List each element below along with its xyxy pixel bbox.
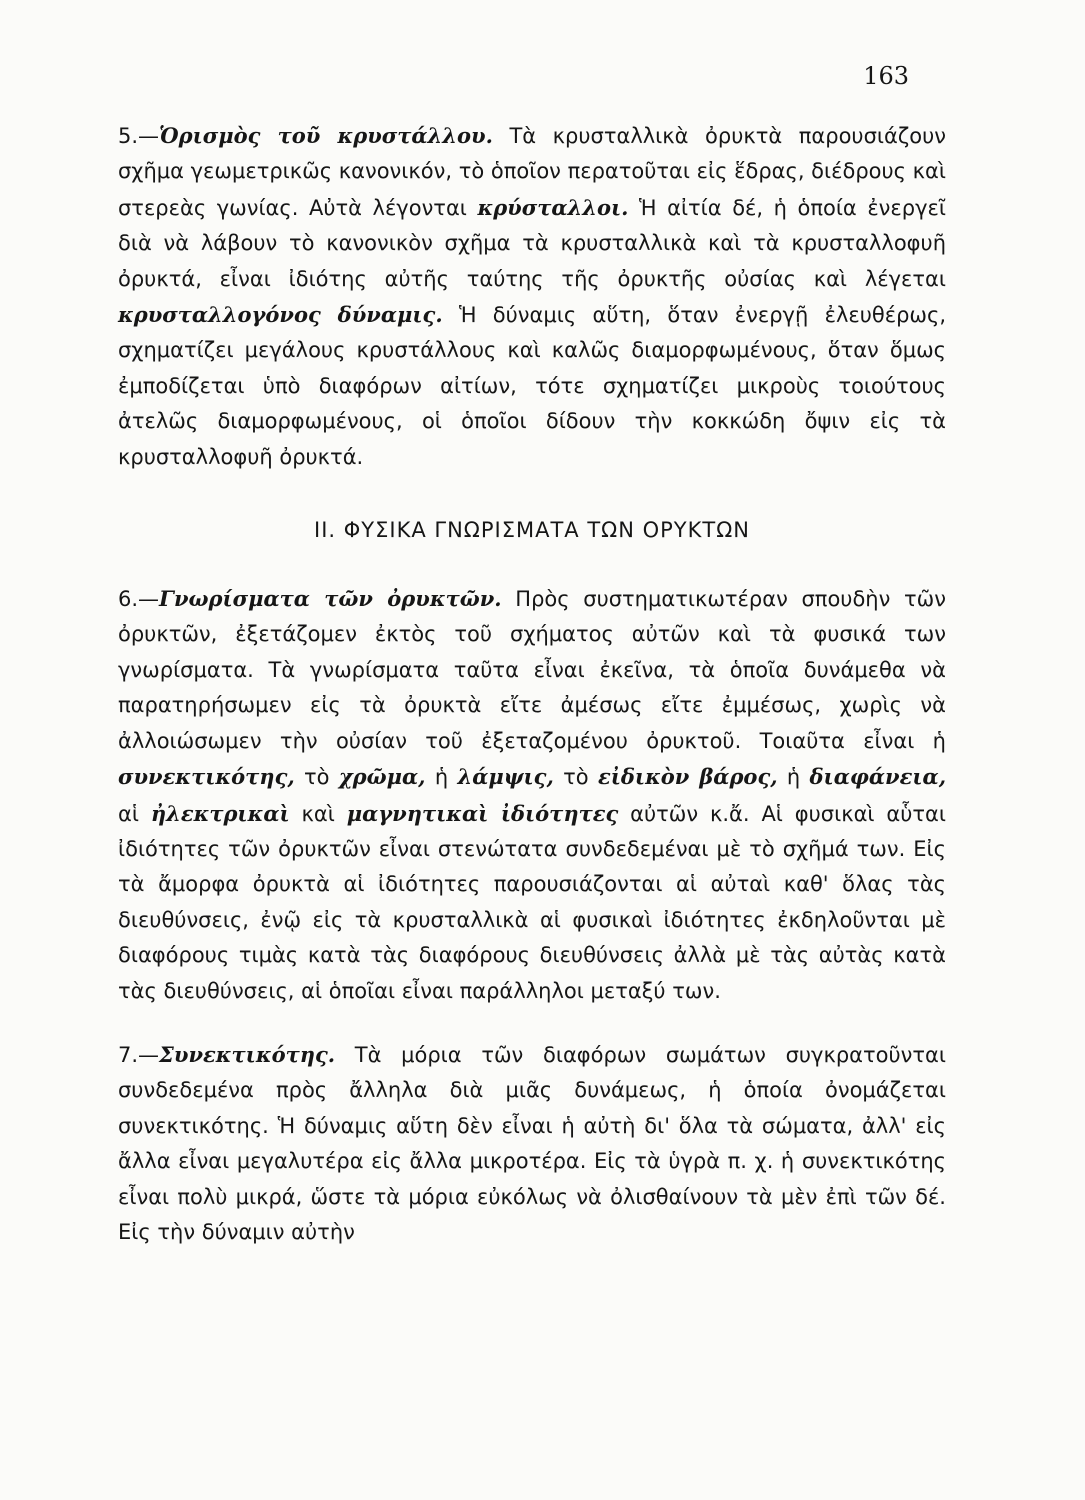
page-number: 163 xyxy=(863,62,909,90)
paragraph-text: Τὰ μόρια τῶν διαφόρων σωμάτων συγκρατοῦνται συνδεδεμένα πρὸς ἄλληλα διὰ μιᾶς δυνάμεως, ἡ ὁποία ὀνομάζεται συνεκτικότης. Ἡ δύναμις αὕτη δὲν εἶναι ἡ αὐτὴ δι' ὅλα τὰ σώματα, ἀλλ' εἰς ἄλλα εἶναι μεγαλυτέρα εἰς ἄλλα μικροτέρα. Εἰς τὰ ὑγρὰ π. χ. ἡ συνεκτικότης εἶναι πολὺ μικρά, ὥστε τὰ μόρια εὐκόλως νὰ ὀλισθαίνουν τὰ μὲν ἐπὶ τῶν δέ. Εἰς τὴν δύναμιν αὐτὴν xyxy=(118,1042,946,1244)
paragraph-text: Ἡ αἰτία δέ, ἡ ὁποία ἐνεργεῖ διὰ νὰ λάβουν τὸ κανονικὸν σχῆμα τὰ κρυσταλλικὰ καὶ τὰ κρυσταλλοφυῆ ὀρυκτά, εἶναι ἰδιότης αὐτῆς ταύτης τῆς ὀρυκτῆς οὐσίας καὶ λέγεται xyxy=(118,195,946,291)
paragraph-text: αἱ xyxy=(118,801,151,826)
paragraph-section-7 xyxy=(118,1037,946,1250)
paragraph-text: ἡ xyxy=(425,765,458,790)
paragraph-gap xyxy=(118,1009,946,1037)
section-number: 6.— xyxy=(118,587,160,612)
section-number: 7.— xyxy=(118,1042,160,1067)
paragraph-text: τὸ xyxy=(553,765,598,790)
paragraph-text: αὐτῶν κ.ἄ. Αἱ φυσικαὶ αὗται ἰδιότητες τῶν ὀρυκτῶν εἶναι στενώτατα συνδεδεμέναι μὲ τὸ σχῆμά των. Εἰς τὰ ἄμορφα ὀρυκτὰ αἱ ἰδιότητες παρουσιάζονται αἱ αὐταὶ καθ' ὅλας τὰς διευθύνσεις, ἐνῷ εἰς τὰ κρυσταλλικὰ αἱ φυσικαὶ ἰδιότητες ἐκδηλοῦνται μὲ διαφόρους τιμὰς κατὰ τὰς διαφόρους διευθύνσεις ἀλλὰ μὲ τὰς αὐτὰς κατὰ τὰς διευθύνσεις, αἱ ὁποῖαι εἶναι παράλληλοι μεταξύ των. xyxy=(118,801,946,1003)
page-body xyxy=(118,118,946,1250)
paragraph-text: καὶ xyxy=(289,801,347,826)
paragraph-section-6 xyxy=(118,581,946,1009)
paragraph-text: ἡ xyxy=(777,765,810,790)
term-emphasis: εἰδικὸν βάρος, xyxy=(597,764,778,790)
section-heading: Συνεκτικότης. xyxy=(159,1041,336,1067)
term-emphasis: συνεκτικότης, xyxy=(118,764,295,790)
section-title: II. ΦΥΣΙΚΑ ΓΝΩΡΙΣΜΑΤΑ ΤΩΝ ΟΡΥΚΤΩΝ xyxy=(314,518,750,543)
term-emphasis: κρύσταλλοι. xyxy=(477,194,629,220)
term-emphasis: διαφάνεια, xyxy=(809,764,947,790)
paragraph-text: Ἡ δύναμις αὕτη, ὅταν ἐνεργῇ ἐλευθέρως, σχηματίζει μεγάλους κρυστάλλους καὶ καλῶς διαμορφωμένους, ὅταν ὅμως ἐμποδίζεται ὑπὸ διαφόρων αἰτίων, τότε σχηματίζει μικροὺς τοιούτους ἀτελῶς διαμορφωμένους, οἱ ὁποῖοι δίδουν τὴν κοκκώδη ὄψιν εἰς τὰ κρυσταλλοφυῆ ὀρυκτά. xyxy=(118,303,947,469)
term-emphasis: ἠλεκτρικαὶ xyxy=(150,800,290,826)
section-number: 5.— xyxy=(118,124,160,148)
term-emphasis: λάμψις, xyxy=(457,764,554,790)
paragraph-text: Πρὸς συστηματικωτέραν σπουδὴν τῶν ὀρυκτῶν, ἐξετάζομεν ἐκτὸς τοῦ σχήματος αὐτῶν καὶ τὰ φυσικά των γνωρίσματα. Τὰ γνωρίσματα ταῦτα εἶναι ἐκεῖνα, τὰ ὁποῖα δυνάμεθα νὰ παρατηρήσωμεν εἰς τὰ ὀρυκτὰ εἴτε ἀμέσως εἴτε ἐμμέσως, χωρὶς νὰ ἀλλοιώσωμεν τὴν οὐσίαν τοῦ ἐξεταζομένου ὀρυκτοῦ. Τοιαῦτα εἶναι ἡ xyxy=(118,587,946,753)
paragraph-text: Τὰ κρυσταλλικὰ ὀρυκτὰ παρουσιάζουν σχῆμα γεωμετρικῶς κανονικόν, τὸ ὁποῖον περατοῦται εἰς ἕδρας, διέδρους καὶ στερεὰς γωνίας. Αὐτὰ λέγονται xyxy=(118,124,946,220)
term-emphasis: κρυσταλλογόνος δύναμις. xyxy=(118,302,443,328)
section-heading: Γνωρίσματα τῶν ὀρυκτῶν. xyxy=(159,586,502,612)
section-heading: Ὁρισμὸς τοῦ κρυστάλλου. xyxy=(159,123,493,148)
term-emphasis: χρῶμα, xyxy=(338,764,426,790)
paragraph-section-5 xyxy=(118,118,946,475)
paragraph-text: τὸ xyxy=(294,765,339,790)
term-emphasis: μαγνητικαὶ ἰδιότητες xyxy=(346,800,619,826)
